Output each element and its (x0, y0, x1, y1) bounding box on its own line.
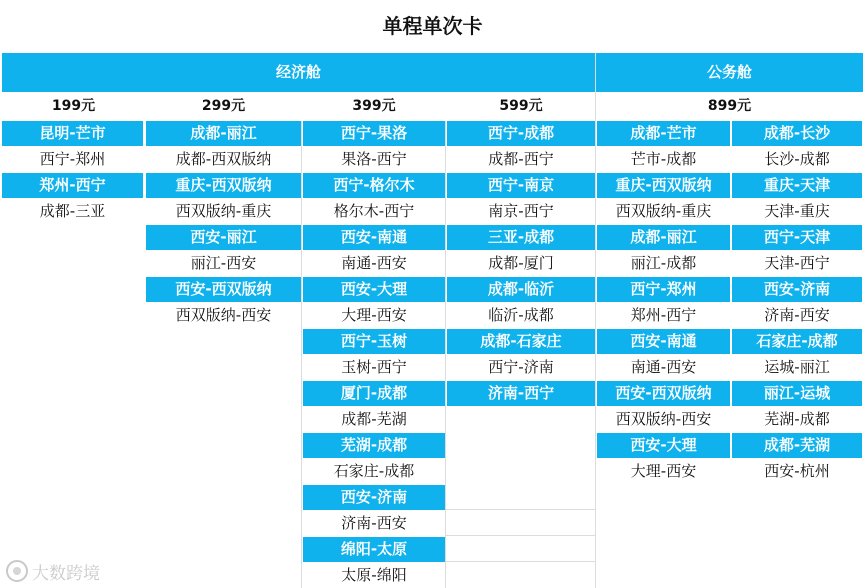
route-return: 大理-西安 (303, 303, 445, 328)
route-return: 丽江-西安 (146, 251, 301, 276)
route-highlight: 成都-芒市 (597, 121, 730, 146)
route-return: 芒市-成都 (597, 147, 730, 172)
route-return: 成都-厦门 (447, 251, 595, 276)
route-highlight: 重庆-西双版纳 (146, 173, 301, 198)
route-return: 大理-西安 (597, 459, 730, 484)
grid-line (595, 53, 596, 588)
price-label: 899元 (707, 98, 752, 114)
route-highlight: 西安-大理 (303, 277, 445, 302)
route-return: 西安-杭州 (732, 459, 862, 484)
route-highlight: 芜湖-成都 (303, 433, 445, 458)
route-return: 太原-绵阳 (303, 563, 445, 588)
route-return: 西双版纳-重庆 (597, 199, 730, 224)
route-return: 西双版纳-西安 (597, 407, 730, 432)
grid-line (446, 535, 595, 536)
route-highlight: 济南-西宁 (447, 381, 595, 406)
route-highlight: 西安-丽江 (146, 225, 301, 250)
route-highlight: 绵阳-太原 (303, 537, 445, 562)
route-return: 济南-西安 (303, 511, 445, 536)
route-return: 长沙-成都 (732, 147, 862, 172)
watermark (6, 558, 100, 584)
grid-line (446, 509, 595, 510)
route-highlight: 西安-济南 (732, 277, 862, 302)
route-return: 成都-西宁 (447, 147, 595, 172)
route-highlight: 西宁-成都 (447, 121, 595, 146)
route-highlight: 重庆-天津 (732, 173, 862, 198)
route-highlight: 昆明-芒市 (2, 121, 143, 146)
route-highlight: 西宁-南京 (447, 173, 595, 198)
route-highlight: 西安-西双版纳 (146, 277, 301, 302)
route-return (447, 407, 595, 432)
route-return: 果洛-西宁 (303, 147, 445, 172)
page-title: 单程单次卡 (382, 14, 483, 38)
business-class-header: 公务舱 (596, 53, 863, 92)
route-highlight: 石家庄-成都 (732, 329, 862, 354)
route-highlight: 西安-南通 (597, 329, 730, 354)
route-return: 玉树-西宁 (303, 355, 445, 380)
route-highlight: 西宁-玉树 (303, 329, 445, 354)
route-return: 南京-西宁 (447, 199, 595, 224)
route-highlight: 丽江-运城 (732, 381, 862, 406)
route-highlight: 西安-大理 (597, 433, 730, 458)
route-return: 天津-西宁 (732, 251, 862, 276)
route-highlight: 郑州-西宁 (2, 173, 143, 198)
route-return: 格尔木-西宁 (303, 199, 445, 224)
grid-line (446, 561, 595, 562)
economy-class-header: 经济舱 (2, 53, 595, 92)
route-highlight: 成都-丽江 (597, 225, 730, 250)
route-return: 成都-芜湖 (303, 407, 445, 432)
route-highlight: 西宁-果洛 (303, 121, 445, 146)
route-highlight: 成都-石家庄 (447, 329, 595, 354)
route-return: 丽江-成都 (597, 251, 730, 276)
route-return: 成都-西双版纳 (146, 147, 301, 172)
price-label: 599元 (499, 98, 543, 114)
route-return: 成都-三亚 (2, 199, 143, 224)
route-return: 西宁-济南 (447, 355, 595, 380)
grid-line (301, 121, 302, 588)
route-return: 西宁-郑州 (2, 147, 143, 172)
route-highlight: 成都-芜湖 (732, 433, 862, 458)
brand-logo-icon (6, 560, 28, 582)
route-return: 南通-西安 (303, 251, 445, 276)
route-return: 南通-西安 (597, 355, 730, 380)
route-return: 芜湖-成都 (732, 407, 862, 432)
watermark-text: 大数跨境 (32, 563, 100, 584)
route-highlight: 西安-西双版纳 (597, 381, 730, 406)
price-label: 399元 (352, 98, 396, 114)
route-return: 运城-丽江 (732, 355, 862, 380)
route-highlight: 三亚-成都 (447, 225, 595, 250)
route-highlight: 西宁-天津 (732, 225, 862, 250)
route-return: 天津-重庆 (732, 199, 862, 224)
route-return: 济南-西安 (732, 303, 862, 328)
route-highlight: 成都-长沙 (732, 121, 862, 146)
route-highlight: 西宁-郑州 (597, 277, 730, 302)
route-highlight: 西安-济南 (303, 485, 445, 510)
route-return: 西双版纳-西安 (146, 303, 301, 328)
route-return: 西双版纳-重庆 (146, 199, 301, 224)
route-highlight: 西宁-格尔木 (303, 173, 445, 198)
price-label: 199元 (51, 98, 96, 114)
route-highlight: 重庆-西双版纳 (597, 173, 730, 198)
route-highlight: 成都-临沂 (447, 277, 595, 302)
route-return: 石家庄-成都 (303, 459, 445, 484)
price-label: 299元 (201, 98, 246, 114)
route-return: 临沂-成都 (447, 303, 595, 328)
route-highlight: 西安-南通 (303, 225, 445, 250)
route-highlight: 成都-丽江 (146, 121, 301, 146)
route-highlight: 厦门-成都 (303, 381, 445, 406)
grid-line (445, 121, 446, 588)
route-return: 郑州-西宁 (597, 303, 730, 328)
